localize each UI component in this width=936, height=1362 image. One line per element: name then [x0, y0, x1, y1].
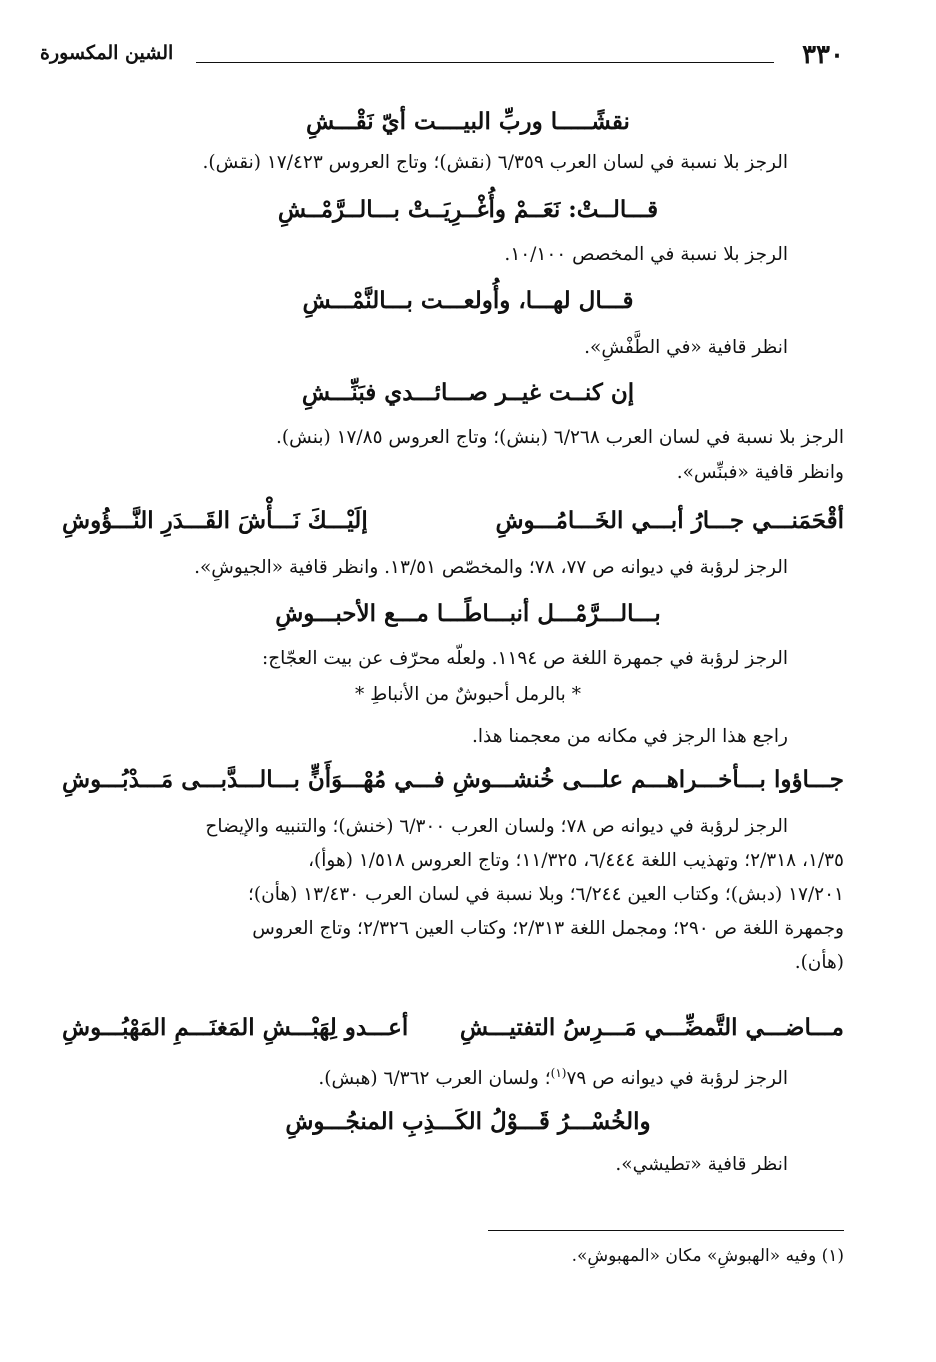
hemistich-first: أقْحَمَنـــي جـــارُ أبـــي الخَـــامُـــوشِ: [495, 507, 844, 534]
citation-note-cont: وانظر قافية «فبنِّس».: [676, 462, 844, 483]
citation-note: الرجز بلا نسبة في لسان العرب ٦/٢٦٨ (بنش)؛ وتاج العروس ١٧/٨٥ (بنش).: [276, 427, 844, 448]
header-rule: [196, 62, 774, 63]
page-number: ٣٣٠: [802, 40, 844, 70]
citation-note: الرجز لرؤبة في جمهرة اللغة ص ١١٩٤. ولعلّه محرّف عن بيت العجّاج:: [262, 648, 788, 669]
citation-note-cont: ١٧/٢٠١ (دبش)؛ وكتاب العين ٦/٢٤٤؛ وبلا نسبة في لسان العرب ١٣/٤٣٠ (هأن)؛: [248, 884, 844, 905]
citation-note-cont: (هأن).: [794, 952, 844, 973]
hemistich-second: فـــي مُهْـــوَأَنٍّ بـــالـــدَّبـــى مَـــدْبُـــوشِ: [62, 766, 445, 793]
citation-note: الرجز لرؤبة في ديوانه ص ٧٨؛ ولسان العرب ٦/٣٠٠ (خنش)؛ والتنبيه والإيضاح: [205, 816, 788, 837]
citation-note-cont: وجمهرة اللغة ص ٢٩٠؛ ومجمل اللغة ٢/٣١٣؛ وكتاب العين ٢/٣٢٦؛ وتاج العروس: [252, 918, 844, 939]
citation-note: الرجز لرؤبة في ديوانه ص ٧٧، ٧٨؛ والمخصّص ١٣/٥١. وانظر قافية «الجيوشِ».: [194, 557, 788, 578]
verse-couplet: [62, 507, 844, 534]
citation-note-cont: راجع هذا الرجز في مكانه من معجمنا هذا.: [471, 726, 788, 747]
hemistich-second: إلَيْـــكَ نَـــأْشَ القَـــدَرِ النَّـــؤُوشِ: [62, 507, 368, 534]
citation-text: الرجز لرؤبة في ديوانه ص ٧٩: [566, 1068, 788, 1090]
verse-line: إن كنــت غيــر صـــائـــدي فبَنِّـــشِ: [301, 379, 635, 406]
footnote: (١) وفيه «الهبوشِ» مكان «المهبوشِ».: [571, 1246, 844, 1266]
citation-note: الرجز بلا نسبة في المخصص ١٠/١٠٠.: [504, 244, 788, 265]
running-title: الشين المكسورة: [40, 42, 174, 64]
verse-line: والخُسْـــرُ قَـــوْلُ الكَـــذِبِ المنجُـــوشِ: [285, 1108, 651, 1135]
footnote-rule: [488, 1230, 844, 1231]
hemistich-first: مـــاضـــي التَّمضِّـــي مَـــرِسُ التفتيـــشِ: [459, 1014, 844, 1041]
verse-line: قـــال لهـــا، وأُولعـــت بـــالنَّمْـــشِ: [302, 287, 634, 314]
verse-line: نقشًـــــا وربِّ البيــــت أيّ نَقْـــشِ: [306, 108, 630, 135]
hemistich-first: جـــاؤوا بـــأخـــراهـــم علـــى خُنشـــوشِ: [452, 766, 844, 793]
verse-line: قـــالــتْ: نَعَــمْ وأُغْــرِيَــتْ بـــالــرَّمْــشِ: [277, 196, 659, 223]
citation-note: الرجز بلا نسبة في لسان العرب ٦/٣٥٩ (نقش)؛ وتاج العروس ١٧/٤٢٣ (نقش).: [202, 152, 788, 173]
footnote-ref[interactable]: (١): [550, 1066, 567, 1080]
hemistich-second: أعـــدو لِهَبْـــشِ المَغنَـــمِ المَهْبُـــوشِ: [62, 1014, 409, 1041]
citation-note: [66, 1058, 788, 1094]
verse-couplet: [62, 766, 844, 793]
citation-note: انظر قافية «تطيشي».: [615, 1154, 788, 1175]
citation-note: انظر قافية «في الطَّفْشِ».: [584, 337, 788, 358]
quoted-verse: * بالرمل أحبوشٌ من الأنباطِ *: [355, 684, 581, 705]
verse-line: بـــالـــرَّمْـــل أنبـــاطًـــا مـــع الأحبـــوشِ: [275, 600, 661, 627]
citation-note-cont: ١/٣٥، ٢/٣١٨؛ وتهذيب اللغة ٦/٤٤٤، ١١/٣٢٥؛ وتاج العروس ١/٥١٨ (هوأ)،: [308, 850, 844, 871]
citation-text-cont: ؛ ولسان العرب ٦/٣٦٢ (هبش).: [318, 1068, 551, 1090]
verse-couplet: [62, 1014, 844, 1041]
